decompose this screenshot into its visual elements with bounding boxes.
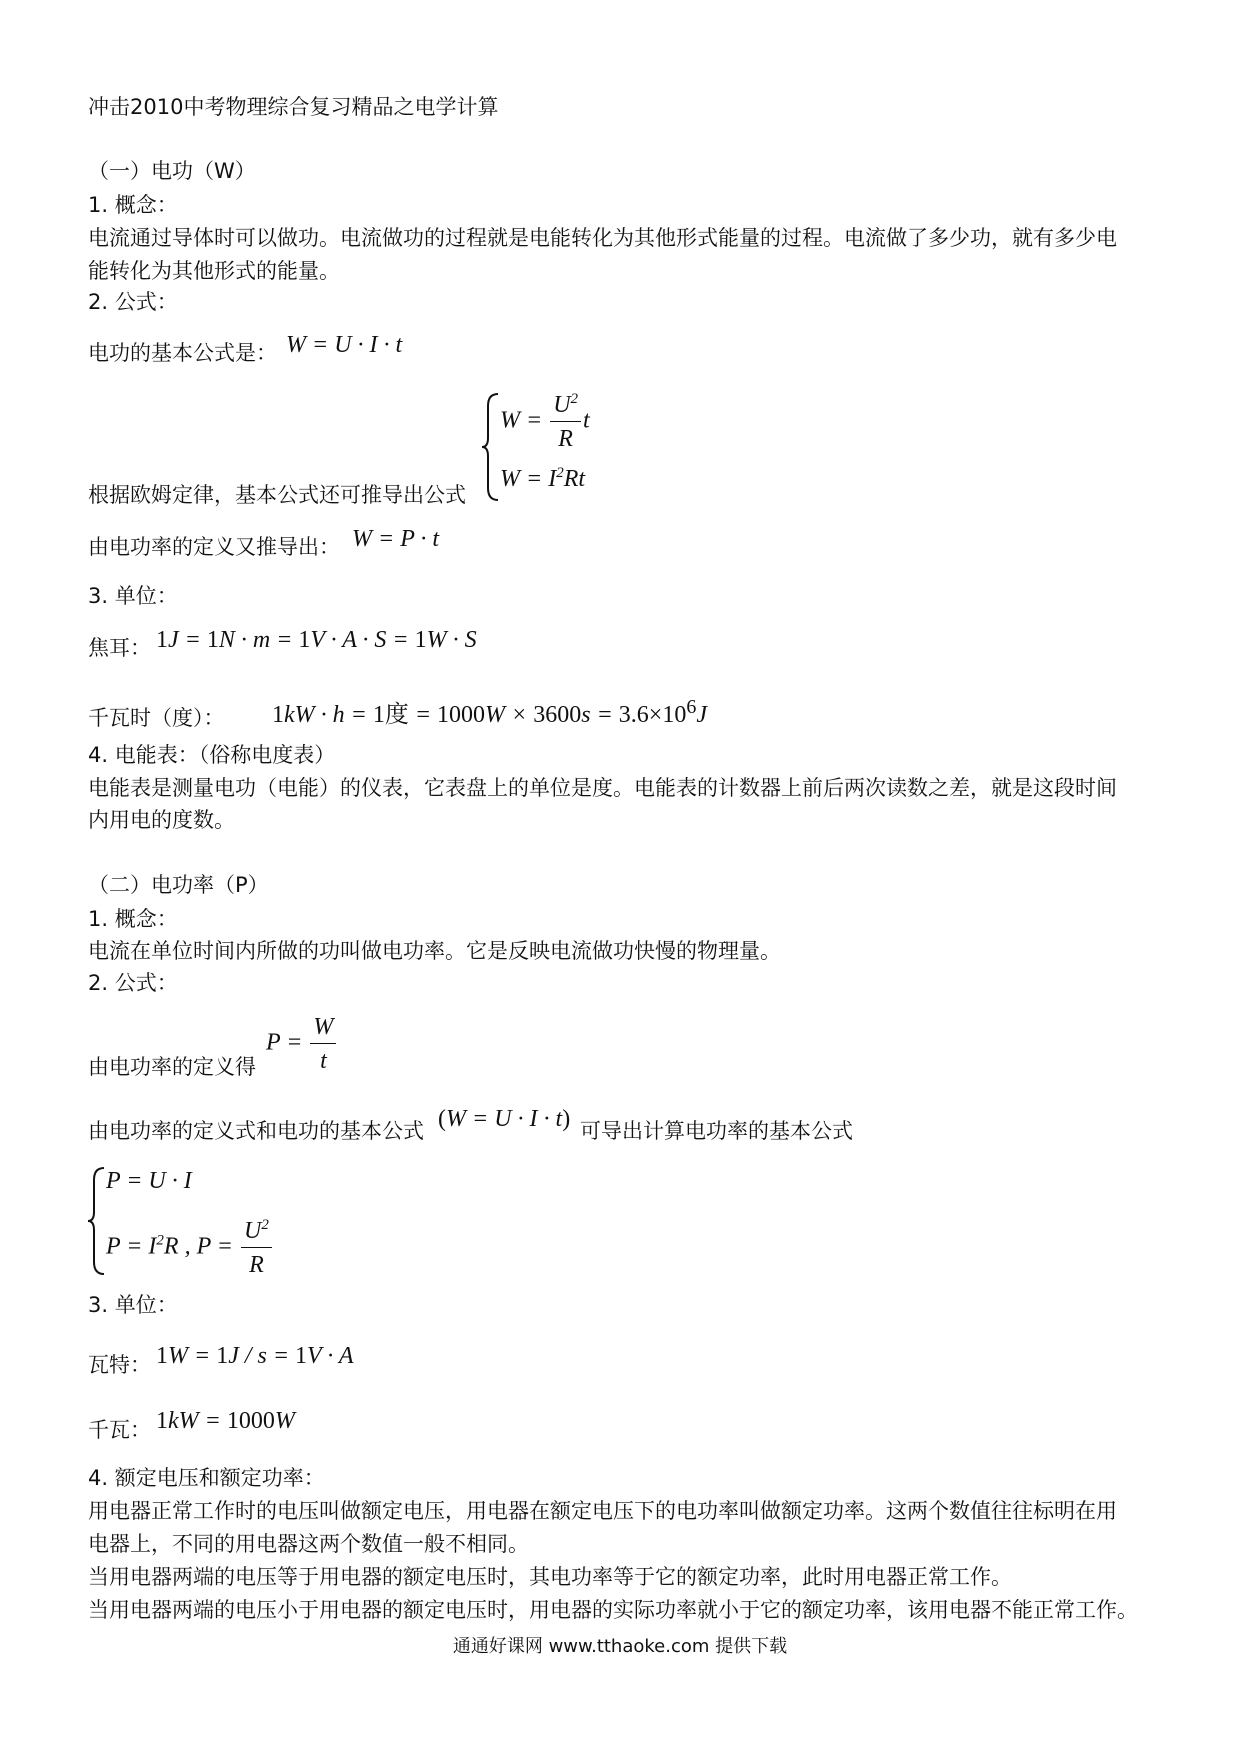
brace-icon [480, 392, 502, 502]
formula-joule: 1J = 1N · m = 1V · A · S = 1W · S [156, 627, 477, 653]
basic-formula-label: 电功的基本公式是： [88, 341, 277, 365]
section1-meter-line1: 电能表是测量电功（电能）的仪表，它表盘上的单位是度。电能表的计数器上前后两次读数之差，就是这段时间 [88, 776, 1117, 800]
formula-w-pt: W = P · t [352, 526, 440, 552]
section1-meter-label: 4. 电能表：（俗称电度表） [88, 743, 336, 767]
formula-p-ui: P = U · I [106, 1168, 192, 1194]
section2-derive-b: 可导出计算电功率的基本公式 [580, 1119, 853, 1143]
kw-label: 千瓦： [88, 1418, 151, 1442]
formula-w-i2rt: $W = I^2Rt$ [500, 465, 586, 492]
document-title: 冲击2010中考物理综合复习精品之电学计算 [88, 95, 499, 119]
joule-label: 焦耳： [88, 636, 151, 660]
formula-w-uit: W = U · I · t [286, 332, 403, 358]
section1-formula-label: 2. 公式： [88, 290, 178, 314]
power-def-label: 由电功率的定义又推导出： [88, 535, 340, 559]
section1-unit-label: 3. 单位： [88, 584, 178, 608]
section2-heading: （二）电功率（P） [88, 873, 269, 897]
derived-formula-label: 根据欧姆定律，基本公式还可推导出公式 [88, 483, 466, 507]
section2-rated-line3: 当用电器两端的电压等于用电器的额定电压时，其电功率等于它的额定功率，此时用电器正常工作。 [88, 1565, 1012, 1589]
page-footer: 通通好课网 www.tthaoke.com 提供下载 [452, 1636, 788, 1657]
kwh-label: 千瓦时（度）： [88, 706, 225, 730]
section2-rated-line4: 当用电器两端的电压小于用电器的额定电压时，用电器的实际功率就小于它的额定功率，该用电器不能正常工作。 [88, 1598, 1138, 1622]
section2-rated-label: 4. 额定电压和额定功率： [88, 1466, 325, 1490]
section2-concept-line1: 电流在单位时间内所做的功叫做电功率。它是反映电流做功快慢的物理量。 [88, 939, 781, 963]
section2-formula-label: 2. 公式： [88, 971, 178, 995]
section2-concept-label: 1. 概念： [88, 907, 178, 931]
section2-derive-a: 由电功率的定义式和电功的基本公式 [88, 1119, 424, 1143]
section1-concept-label: 1. 概念： [88, 193, 178, 217]
formula-w-uit-paren: (W = U · I · t) [438, 1106, 571, 1132]
section1-heading: （一）电功（W） [88, 159, 256, 183]
formula-w-u2rt: W = $\frac{U^2}{R}$ t [500, 391, 590, 452]
watt-label: 瓦特： [88, 1353, 151, 1377]
section1-concept-line2: 能转化为其他形式的能量。 [88, 259, 340, 283]
section2-def-label: 由电功率的定义得 [88, 1055, 256, 1079]
section1-meter-line2: 内用电的度数。 [88, 808, 235, 832]
formula-watt: 1W = 1J / s = 1V · A [156, 1343, 354, 1369]
formula-p-i2r-u2r: $P = I^2R$ , P = $\frac{U^2}{R}$ [106, 1216, 274, 1280]
brace-icon [86, 1166, 108, 1276]
formula-p-w-over-t: P = $\frac{W}{t}$ [266, 1012, 338, 1076]
section2-unit-label: 3. 单位： [88, 1293, 178, 1317]
formula-kwh: 1kW · h = 1度 = $1000W \times 3600s = 3.6\times 10^6J$ [272, 696, 707, 728]
section2-rated-line1: 用电器正常工作时的电压叫做额定电压，用电器在额定电压下的电功率叫做额定功率。这两个数值往往标明在用 [88, 1499, 1117, 1523]
section2-rated-line2: 电器上，不同的用电器这两个数值一般不相同。 [88, 1532, 529, 1556]
section1-concept-line1: 电流通过导体时可以做功。电流做功的过程就是电能转化为其他形式能量的过程。电流做了多少功，就有多少电 [88, 226, 1117, 250]
formula-kw: 1kW = 1000W [156, 1408, 295, 1434]
